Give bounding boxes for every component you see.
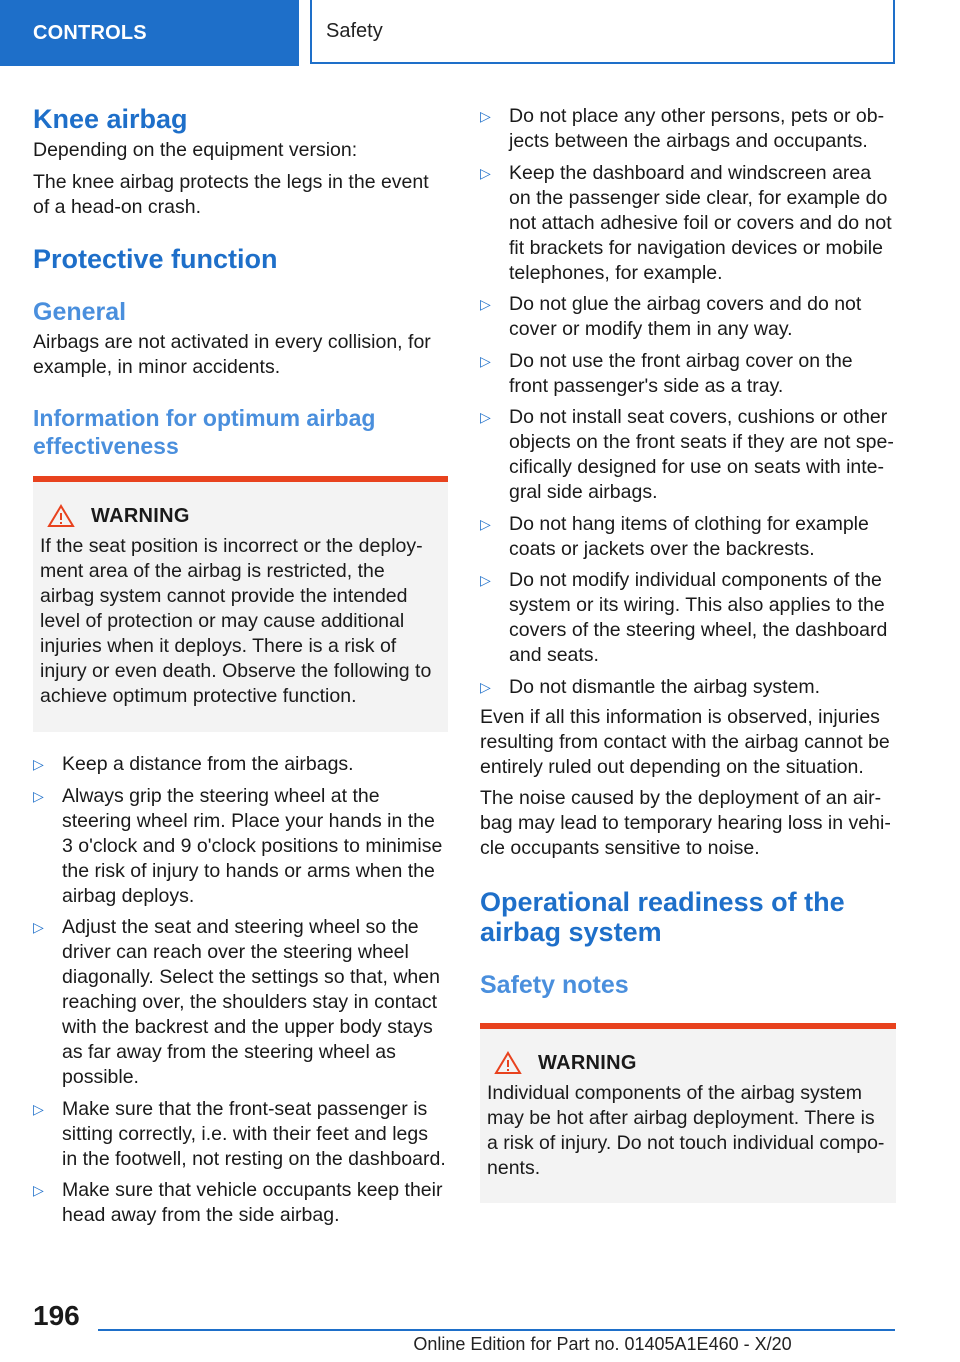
triangle-bullet-icon: ▷	[33, 1100, 44, 1117]
footer-divider	[98, 1329, 895, 1331]
heading-safety-notes: Safety notes	[480, 971, 629, 999]
warning-box	[480, 1023, 896, 1203]
list-item: ▷ Do not use the front airbag cover on the front passenger's side as a tray.	[480, 349, 853, 397]
right-column	[480, 100, 896, 1203]
heading-general: General	[33, 298, 127, 326]
triangle-bullet-icon: ▷	[480, 515, 491, 532]
triangle-bullet-icon: ▷	[480, 164, 491, 181]
triangle-bullet-icon: ▷	[480, 296, 491, 312]
list-item: ▷ Always grip the steering wheel at the steering wheel rim. Place your hands in the 3 o'clock and 9 o'clock positions to minimise the risk of injury to hands or arms when the airbag deploys.	[33, 784, 443, 907]
triangle-bullet-icon: ▷	[33, 919, 44, 935]
list-item: ▷ Keep a distance from the airbags.	[33, 753, 354, 775]
paragraph: Airbags are not activated in every collision, for example, in minor accidents.	[33, 331, 431, 378]
list-item: ▷ Do not modify individual components of the system or its wiring. This also applies to the covers of the steering wheel, the dashboard and seats.	[480, 569, 888, 666]
warning-title: WARNING	[538, 1051, 637, 1074]
left-column	[33, 100, 448, 1235]
warning-triangle-icon	[47, 504, 75, 528]
heading-operational-readiness: Operational readiness of the airbag system	[480, 887, 845, 947]
heading-knee-airbag: Knee airbag	[33, 104, 188, 134]
list-item: ▷ Make sure that vehicle occupants keep their head away from the side airbag.	[33, 1179, 443, 1226]
bullet-list	[480, 104, 896, 700]
heading-information: Information for optimum airbag effectiveness	[33, 405, 376, 459]
paragraph: The noise caused by the deployment of an airbag may lead to temporary hearing loss in vehicle occupants sensitive to noise.	[480, 787, 891, 859]
edition-note: Online Edition for Part no. 01405A1E460 - X/20	[413, 1334, 792, 1354]
list-item: ▷ Do not dismantle the airbag system.	[480, 675, 821, 698]
list-item: ▷ Do not glue the airbag covers and do not cover or modify them in any way.	[480, 293, 862, 340]
triangle-bullet-icon: ▷	[33, 787, 44, 804]
list-item: ▷ Keep the dashboard and windscreen area on the passenger side clear, for example do not attach adhesive foil or covers and do not fit brackets for navigation devices or mobile telephones, for example.	[480, 161, 892, 284]
warning-triangle-icon	[494, 1051, 522, 1075]
warning-text: Individual components of the airbag system may be hot after airbag deployment. There is a risk of injury. Do not touch individual components.	[487, 1082, 885, 1179]
warning-title: WARNING	[91, 504, 190, 527]
chapter-title: Safety	[310, 0, 895, 64]
warning-text: If the seat position is incorrect or the deployment area of the airbag is restricted, the airbag system cannot provide the intended level of protection or may cause additional injuries when it deploys. There is a risk of injury or even death. Observe the following to achieve optimum protective function.	[40, 535, 432, 707]
triangle-bullet-icon: ▷	[480, 352, 491, 369]
list-item: ▷ Do not place any other persons, pets or objects between the airbags and occupants.	[480, 105, 885, 152]
triangle-bullet-icon: ▷	[33, 1182, 44, 1198]
warning-box	[33, 476, 448, 732]
triangle-bullet-icon: ▷	[480, 409, 491, 425]
page-header	[0, 0, 960, 66]
paragraph: Even if all this information is observed, injuries resulting from contact with the airbag cannot be entirely ruled out depending on the situation.	[480, 706, 890, 778]
paragraph: Depending on the equipment version:	[33, 139, 358, 161]
list-item: ▷ Adjust the seat and steering wheel so the driver can reach over the steering wheel diagonally. Select the settings so that, when reaching over, the shoulders stay in contact with the backrest and the upper body stays as far away from the steering wheel as possible.	[33, 916, 440, 1088]
triangle-bullet-icon: ▷	[480, 678, 491, 695]
triangle-bullet-icon: ▷	[33, 756, 44, 772]
paragraph: The knee airbag protects the legs in the event of a head-on crash.	[33, 171, 429, 218]
list-item: ▷ Make sure that the front-seat passenger is sitting correctly, i.e. with their feet and legs in the footwell, not resting on the dashboard.	[33, 1097, 446, 1170]
triangle-bullet-icon: ▷	[480, 108, 491, 124]
list-item: ▷ Do not hang items of clothing for example coats or jackets over the backrests.	[480, 512, 869, 560]
section-tab: CONTROLS	[0, 0, 299, 66]
heading-protective-function: Protective function	[33, 244, 278, 274]
page-number: 196	[33, 1300, 80, 1331]
bullet-list	[33, 752, 448, 1228]
list-item: ▷ Do not install seat covers, cushions or other objects on the front seats if they are not specifically designed for use on seats with integral side airbags.	[480, 406, 894, 503]
triangle-bullet-icon: ▷	[480, 572, 491, 588]
